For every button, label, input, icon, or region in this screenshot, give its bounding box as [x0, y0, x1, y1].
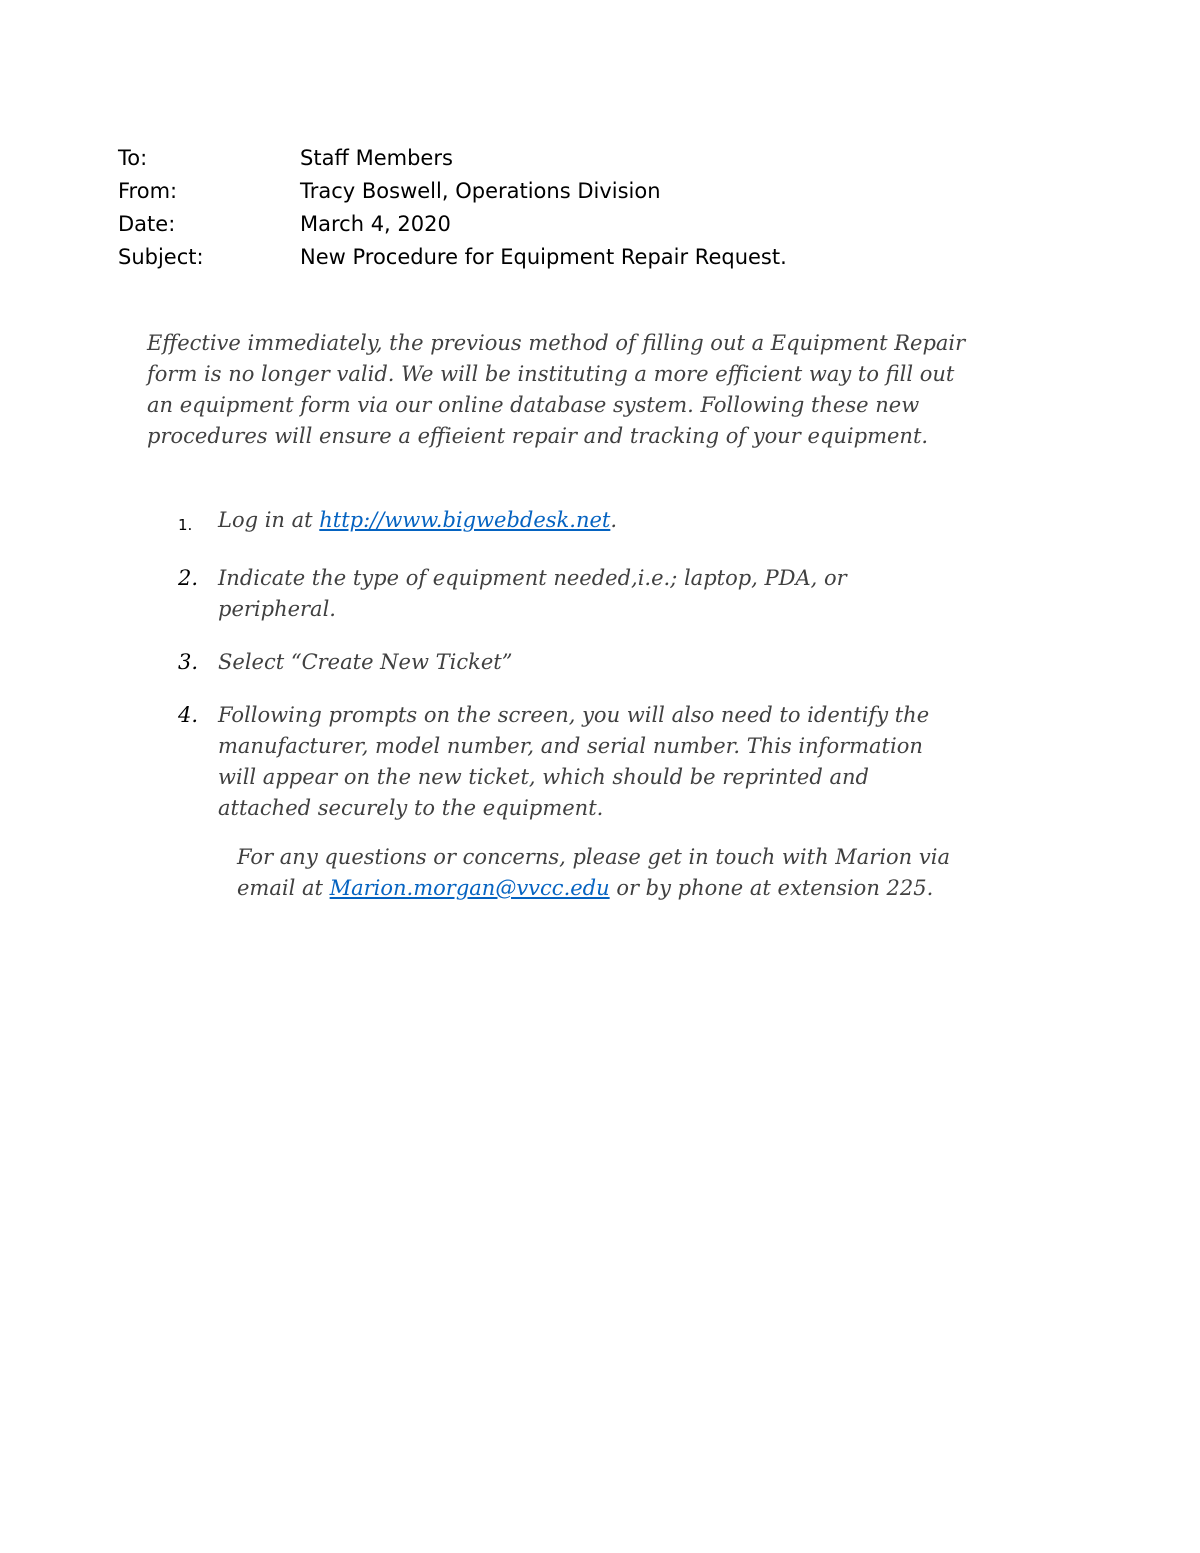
bigwebdesk-link[interactable]: http://www.bigwebdesk.net: [319, 508, 611, 532]
step-4-number: 4.: [178, 703, 199, 727]
memo-to-label: To:: [118, 146, 148, 170]
step-1-text-after: .: [610, 508, 618, 532]
memo-subject-value: New Procedure for Equipment Repair Request.: [300, 245, 787, 269]
step-1-text-before: Log in at: [218, 508, 320, 532]
closing-paragraph: [237, 842, 997, 904]
memo-subject-row: [118, 241, 787, 274]
memo-to-row: [118, 142, 787, 175]
memo-from-label: From:: [118, 179, 178, 203]
step-2: [178, 563, 978, 625]
closing-text-before: For any questions or concerns, please get in touch with Marion via email at: [237, 845, 950, 900]
step-4-text: Following prompts on the screen, you will also need to identify the manufacturer, model number, and serial number. This information will appear on the new ticket, which should be reprinted and attached securely to the equipment.: [218, 703, 930, 820]
memo-from-row: [118, 175, 787, 208]
step-3-number: 3.: [178, 650, 199, 674]
step-3: [178, 647, 978, 678]
step-4: [178, 700, 978, 824]
memo-from-value: Tracy Boswell, Operations Division: [300, 179, 661, 203]
email-link[interactable]: Marion.morgan@vvcc.edu: [329, 876, 610, 900]
procedure-steps: [178, 505, 978, 846]
step-1-text: [218, 505, 958, 541]
memo-date-value: March 4, 2020: [300, 212, 451, 236]
closing-text-after: or by phone at extension 225.: [609, 876, 934, 900]
step-1: [178, 505, 978, 541]
intro-paragraph: Effective immediately, the previous method of filling out a Equipment Repair form is no longer valid. We will be instituting a more efficient way to fill out an equipment form via our online database system. Following these new procedures will ensure a effieient repair and tracking of your equipment.: [147, 331, 966, 448]
step-1-number: 1.: [178, 516, 193, 534]
memo-subject-label: Subject:: [118, 245, 204, 269]
memo-date-label: Date:: [118, 212, 176, 236]
memo-header: [118, 142, 787, 274]
step-2-number: 2.: [178, 566, 199, 590]
step-3-text: Select “Create New Ticket”: [218, 650, 513, 674]
step-2-text: Indicate the type of equipment needed,i.e.; laptop, PDA, or peripheral.: [218, 566, 847, 621]
memo-date-row: [118, 208, 787, 241]
memo-to-value: Staff Members: [300, 146, 453, 170]
